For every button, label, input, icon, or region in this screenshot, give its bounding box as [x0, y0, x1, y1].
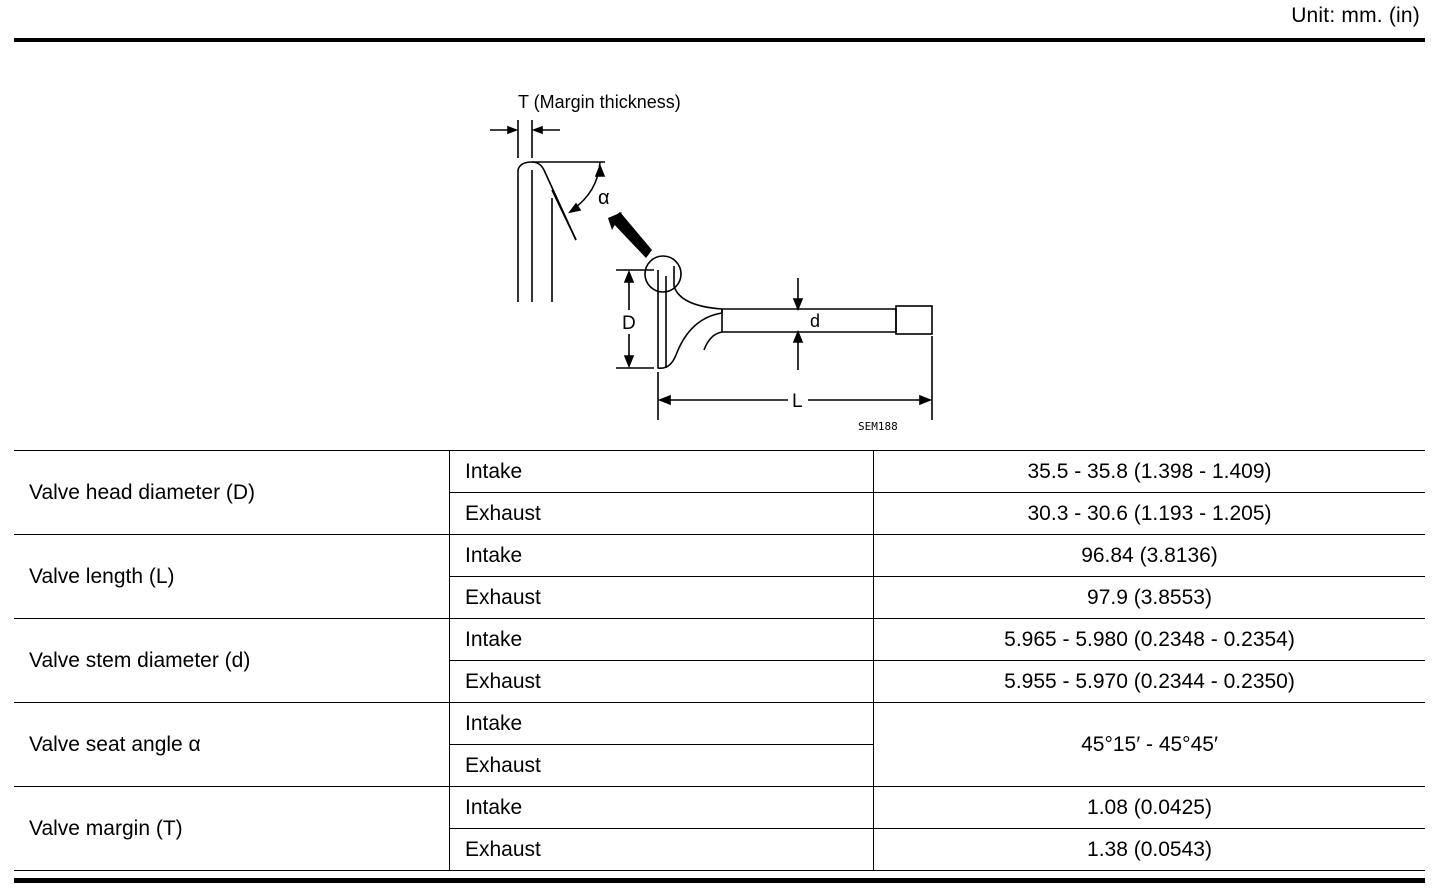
- table-row: [14, 703, 1425, 745]
- parameter-cell: Valve head diameter (D): [14, 451, 450, 535]
- variant-cell: Intake: [450, 619, 874, 661]
- angle-label: α: [598, 187, 610, 209]
- length-label: L: [792, 391, 803, 412]
- value-cell: 1.08 (0.0425): [874, 787, 1426, 829]
- value-cell: 45°15′ - 45°45′: [874, 703, 1426, 787]
- table-row: [14, 535, 1425, 577]
- value-cell: 96.84 (3.8136): [874, 535, 1426, 577]
- table-row: [14, 619, 1425, 661]
- top-rule: [14, 38, 1425, 42]
- value-cell: 97.9 (3.8553): [874, 577, 1426, 619]
- parameter-cell: Valve margin (T): [14, 787, 450, 871]
- bottom-rule: [14, 878, 1425, 883]
- value-cell: 35.5 - 35.8 (1.398 - 1.409): [874, 451, 1426, 493]
- valve-diagram: [470, 80, 950, 440]
- value-cell: 5.955 - 5.970 (0.2344 - 0.2350): [874, 661, 1426, 703]
- variant-cell: Intake: [450, 451, 874, 493]
- variant-cell: Exhaust: [450, 493, 874, 535]
- parameter-cell: Valve stem diameter (d): [14, 619, 450, 703]
- unit-label: Unit: mm. (in): [1291, 4, 1420, 27]
- valve-spec-table: [14, 450, 1425, 871]
- table-row: [14, 451, 1425, 493]
- value-cell: 1.38 (0.0543): [874, 829, 1426, 871]
- stem-diameter-label: d: [810, 311, 821, 331]
- figure-code: SEM188: [858, 420, 898, 433]
- variant-cell: Intake: [450, 535, 874, 577]
- variant-cell: Exhaust: [450, 745, 874, 787]
- parameter-cell: Valve seat angle α: [14, 703, 450, 787]
- margin-thickness-label: T (Margin thickness): [518, 92, 681, 112]
- variant-cell: Exhaust: [450, 829, 874, 871]
- parameter-cell: Valve length (L): [14, 535, 450, 619]
- variant-cell: Intake: [450, 787, 874, 829]
- variant-cell: Exhaust: [450, 577, 874, 619]
- value-cell: 5.965 - 5.980 (0.2348 - 0.2354): [874, 619, 1426, 661]
- variant-cell: Intake: [450, 703, 874, 745]
- value-cell: 30.3 - 30.6 (1.193 - 1.205): [874, 493, 1426, 535]
- head-diameter-label: D: [622, 313, 636, 334]
- table-row: [14, 787, 1425, 829]
- valve-diagram-svg: [470, 80, 950, 440]
- variant-cell: Exhaust: [450, 661, 874, 703]
